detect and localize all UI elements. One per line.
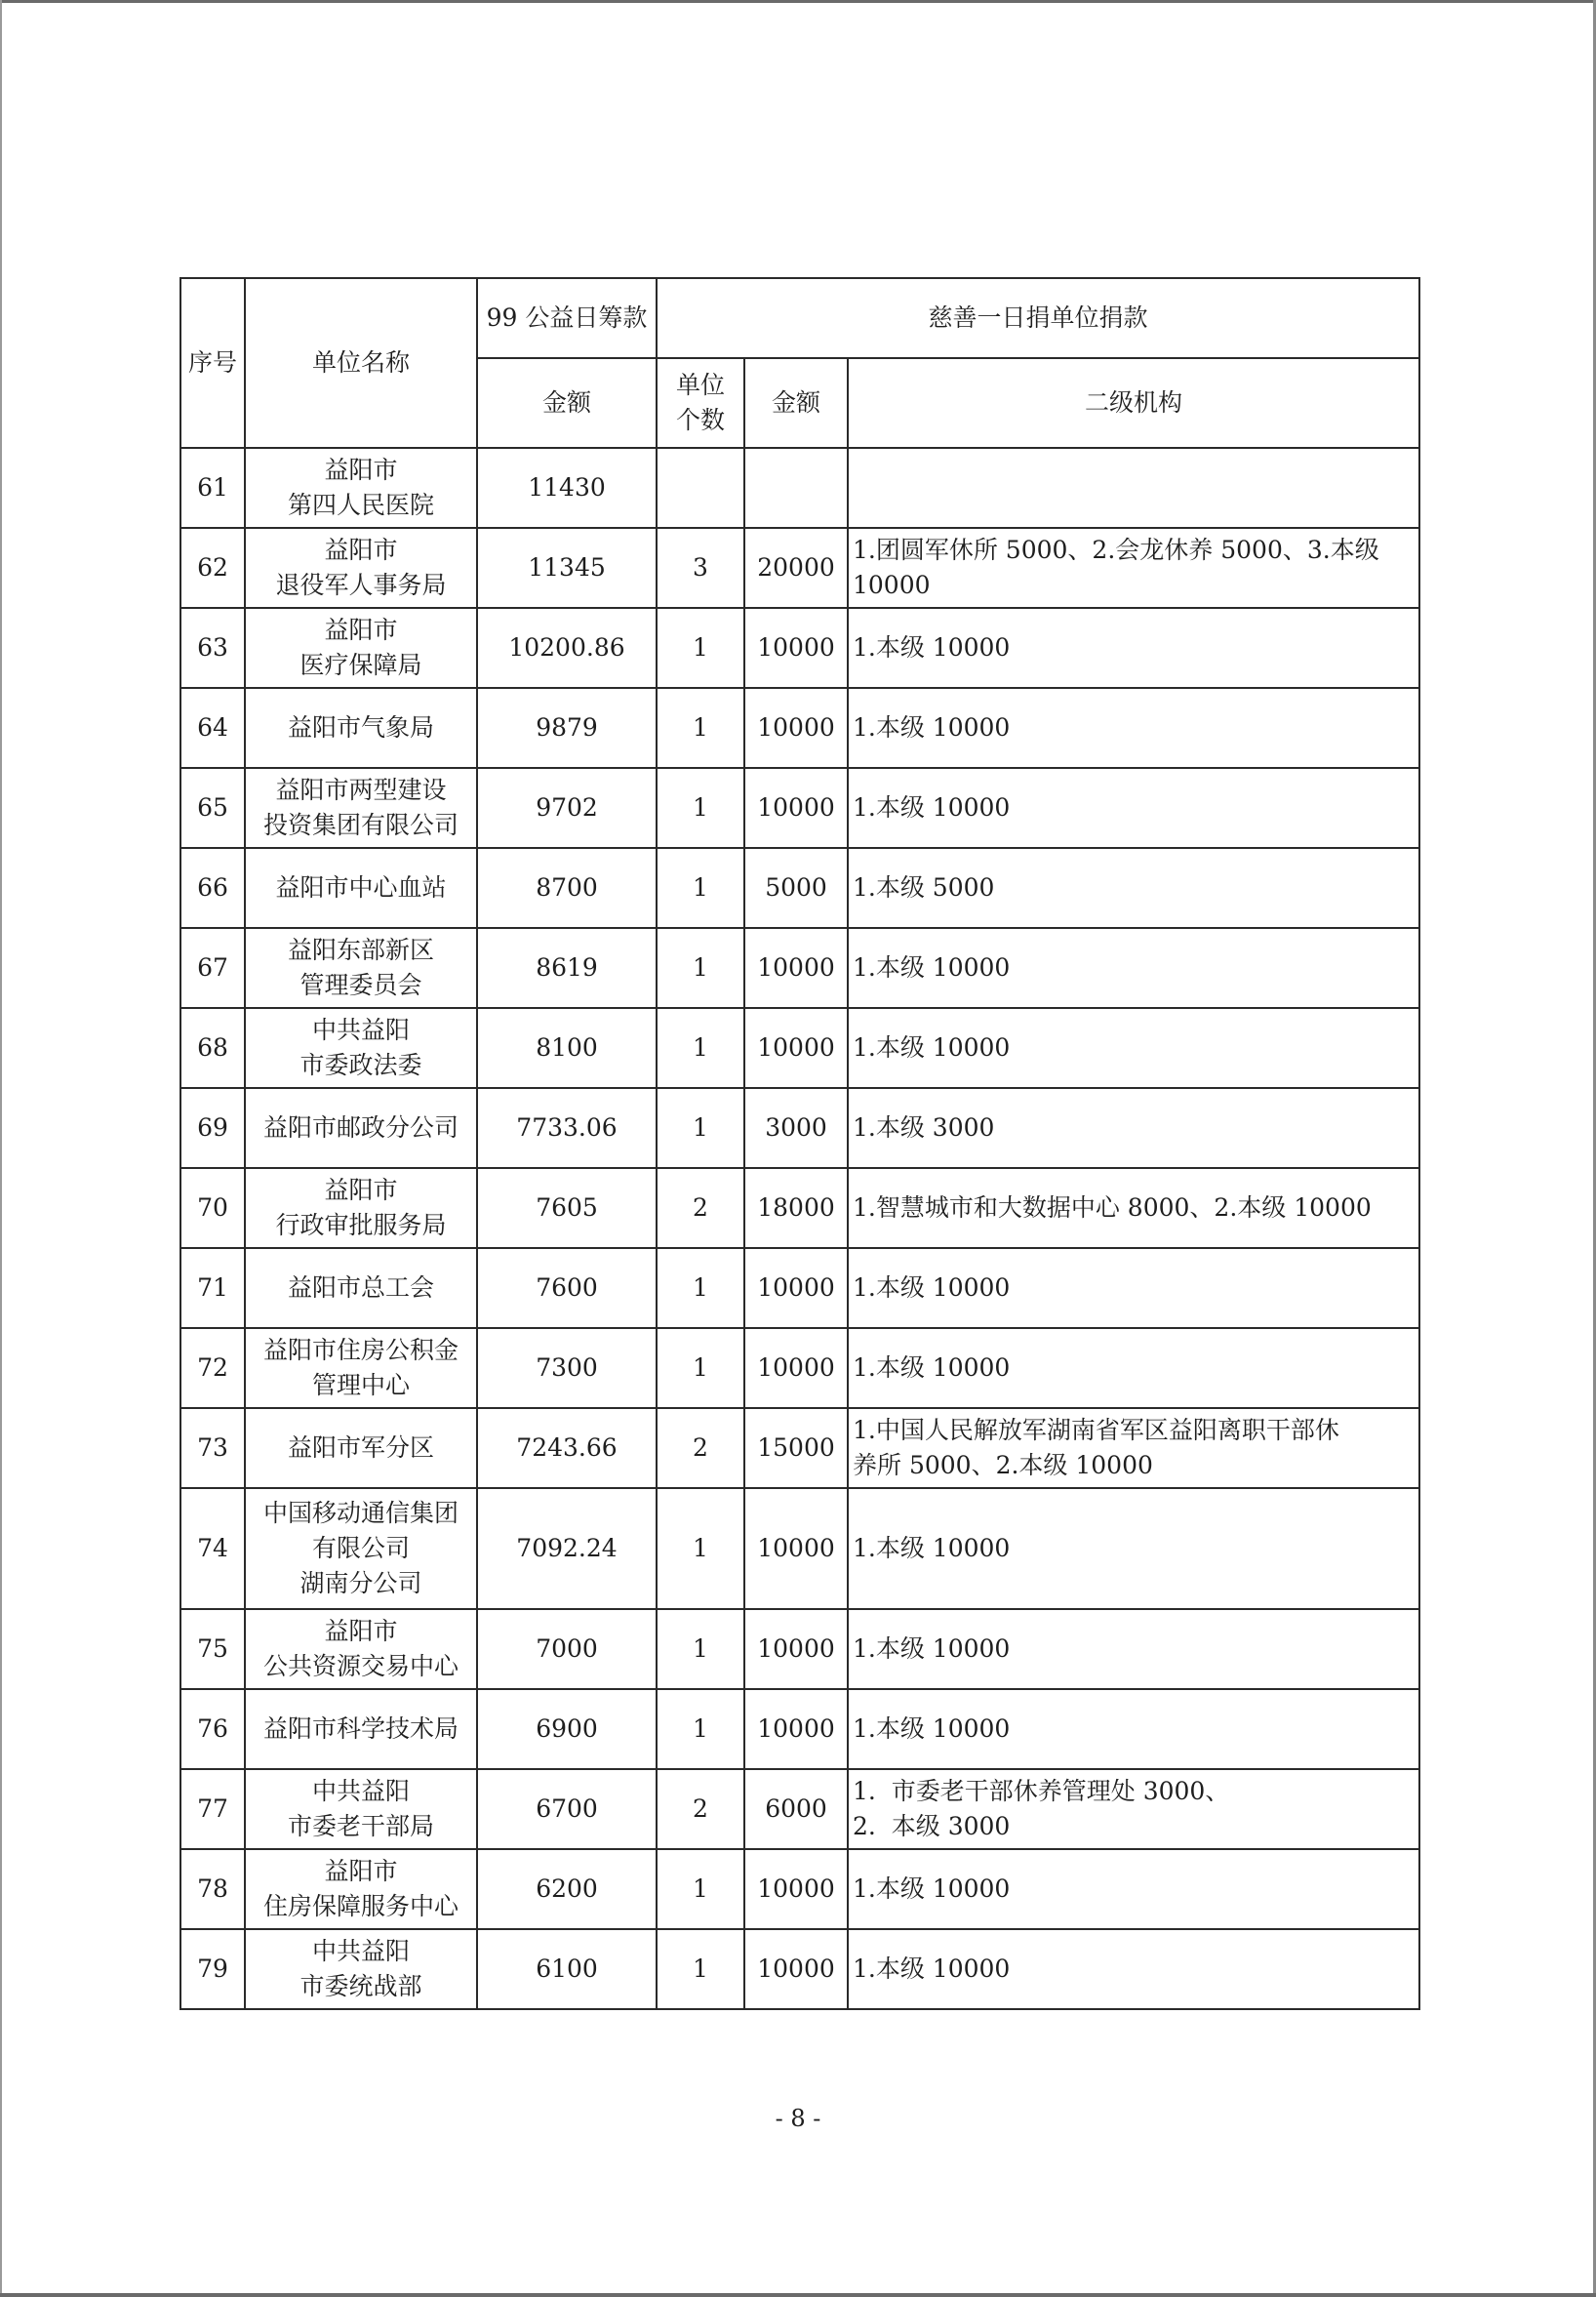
cell-unit-name (245, 1488, 477, 1609)
cell-seq: 67 (180, 928, 245, 1008)
cell-amount-99: 9879 (477, 688, 657, 768)
secondary-org-line: 1.中国人民解放军湖南省军区益阳离职干部休 (853, 1416, 1339, 1444)
unit-name-line: 益阳市邮政分公司 (262, 1113, 459, 1142)
header-charity-donation: 慈善一日捐单位捐款 (657, 278, 1419, 358)
cell-amount-99: 6900 (477, 1689, 657, 1769)
cell-secondary-org (848, 528, 1419, 608)
unit-name-line: 益阳市中心血站 (275, 873, 447, 902)
cell-unit-name (245, 1168, 477, 1248)
secondary-org-line: 10000 (853, 571, 931, 599)
table-body (180, 448, 1419, 2009)
cell-amount-99: 6200 (477, 1849, 657, 1929)
unit-name-line: 市委老干部局 (287, 1812, 434, 1840)
unit-name-line: 住房保障服务中心 (262, 1892, 459, 1920)
cell-amount-99: 6700 (477, 1769, 657, 1849)
cell-unit-count: 1 (657, 848, 744, 928)
unit-name-line: 退役军人事务局 (275, 571, 447, 599)
header-amount-charity: 金额 (744, 358, 848, 448)
cell-unit-name (245, 1248, 477, 1328)
table-row (180, 1769, 1419, 1849)
scan-border-top (0, 0, 1596, 3)
cell-unit-name (245, 528, 477, 608)
cell-seq: 61 (180, 448, 245, 528)
cell-secondary-org (848, 1328, 1419, 1408)
cell-seq: 69 (180, 1088, 245, 1168)
cell-secondary-org (848, 1088, 1419, 1168)
cell-unit-name (245, 1689, 477, 1769)
cell-unit-name (245, 608, 477, 688)
cell-amount-charity: 10000 (744, 1929, 848, 2009)
secondary-org-line: 1.本级 10000 (853, 1273, 1011, 1302)
cell-amount-99: 7600 (477, 1248, 657, 1328)
scan-border-left (0, 0, 2, 2297)
cell-unit-count: 1 (657, 1849, 744, 1929)
cell-seq: 63 (180, 608, 245, 688)
header-unit-count: 单位个数 (657, 358, 744, 448)
secondary-org-line: 1.本级 10000 (853, 1353, 1011, 1382)
cell-seq: 74 (180, 1488, 245, 1609)
cell-amount-99: 8619 (477, 928, 657, 1008)
unit-name-line: 管理委员会 (299, 971, 422, 999)
cell-amount-charity: 10000 (744, 768, 848, 848)
cell-amount-99: 8100 (477, 1008, 657, 1088)
unit-name-line: 医疗保障局 (299, 651, 422, 679)
unit-name-line: 益阳东部新区 (287, 936, 434, 964)
cell-secondary-org (848, 1769, 1419, 1849)
unit-name-line: 管理中心 (311, 1371, 410, 1399)
cell-amount-charity: 10000 (744, 1609, 848, 1689)
table-row (180, 448, 1419, 528)
cell-unit-count: 1 (657, 1088, 744, 1168)
table-row (180, 1488, 1419, 1609)
cell-unit-count: 1 (657, 608, 744, 688)
header-secondary-org: 二级机构 (848, 358, 1419, 448)
unit-name-line: 行政审批服务局 (275, 1211, 447, 1239)
unit-name-line: 中国移动通信集团 (262, 1499, 459, 1527)
cell-seq: 71 (180, 1248, 245, 1328)
unit-name-line: 有限公司 (311, 1534, 410, 1562)
cell-unit-count: 1 (657, 1609, 744, 1689)
donation-table (180, 277, 1420, 2010)
cell-seq: 72 (180, 1328, 245, 1408)
cell-seq: 66 (180, 848, 245, 928)
cell-amount-99: 10200.86 (477, 608, 657, 688)
unit-name-line: 第四人民医院 (287, 491, 434, 519)
unit-name-line: 中共益阳 (311, 1777, 410, 1805)
cell-amount-charity: 10000 (744, 688, 848, 768)
secondary-org-line: 1.本级 3000 (853, 1113, 995, 1142)
cell-unit-count: 1 (657, 688, 744, 768)
cell-amount-charity: 5000 (744, 848, 848, 928)
cell-unit-name (245, 688, 477, 768)
cell-unit-count: 1 (657, 1248, 744, 1328)
table-row (180, 1609, 1419, 1689)
header-amount-99: 金额 (477, 358, 657, 448)
secondary-org-line: 1.本级 10000 (853, 1033, 1011, 1062)
secondary-org-line: 1.本级 5000 (853, 873, 995, 902)
secondary-org-line: 1.本级 10000 (853, 1714, 1011, 1743)
cell-unit-name (245, 848, 477, 928)
table-row (180, 528, 1419, 608)
cell-secondary-org (848, 1929, 1419, 2009)
unit-name-line: 益阳市两型建设 (275, 776, 447, 804)
unit-name-line: 益阳市气象局 (287, 713, 434, 742)
cell-amount-charity: 10000 (744, 1849, 848, 1929)
cell-secondary-org (848, 1248, 1419, 1328)
table-row (180, 608, 1419, 688)
cell-secondary-org (848, 768, 1419, 848)
table-row (180, 1408, 1419, 1488)
table-row (180, 1248, 1419, 1328)
cell-seq: 75 (180, 1609, 245, 1689)
cell-unit-count: 1 (657, 928, 744, 1008)
table-row (180, 1168, 1419, 1248)
secondary-org-line: 1.本级 10000 (853, 1534, 1011, 1562)
secondary-org-line: 1.本级 10000 (853, 713, 1011, 742)
unit-name-line: 益阳市住房公积金 (262, 1336, 459, 1364)
cell-unit-name (245, 1929, 477, 2009)
cell-amount-99: 7092.24 (477, 1488, 657, 1609)
header-99-day: 99 公益日筹款 (477, 278, 657, 358)
unit-name-line: 公共资源交易中心 (262, 1652, 459, 1680)
cell-amount-99: 7243.66 (477, 1408, 657, 1488)
cell-unit-name (245, 928, 477, 1008)
cell-seq: 77 (180, 1769, 245, 1849)
cell-seq: 68 (180, 1008, 245, 1088)
table-row (180, 928, 1419, 1008)
cell-secondary-org (848, 608, 1419, 688)
secondary-org-line: 1.本级 10000 (853, 793, 1011, 822)
cell-unit-count: 2 (657, 1408, 744, 1488)
cell-amount-charity: 18000 (744, 1168, 848, 1248)
unit-name-line: 市委统战部 (299, 1972, 422, 2000)
cell-amount-99: 11345 (477, 528, 657, 608)
cell-amount-charity: 15000 (744, 1408, 848, 1488)
cell-amount-99: 6100 (477, 1929, 657, 2009)
unit-name-line: 投资集团有限公司 (262, 811, 459, 839)
secondary-org-line: 2. 本级 3000 (853, 1812, 1011, 1840)
cell-unit-name (245, 1609, 477, 1689)
cell-amount-charity: 10000 (744, 608, 848, 688)
cell-secondary-org (848, 1689, 1419, 1769)
cell-unit-name (245, 1769, 477, 1849)
cell-secondary-org (848, 1168, 1419, 1248)
unit-name-line: 益阳市 (324, 1176, 398, 1204)
cell-secondary-org (848, 448, 1419, 528)
cell-secondary-org (848, 1609, 1419, 1689)
unit-name-line: 益阳市 (324, 536, 398, 564)
cell-seq: 64 (180, 688, 245, 768)
cell-amount-charity: 10000 (744, 928, 848, 1008)
table-row (180, 1328, 1419, 1408)
secondary-org-line: 养所 5000、2.本级 10000 (853, 1451, 1153, 1479)
cell-seq: 70 (180, 1168, 245, 1248)
cell-unit-count: 1 (657, 1929, 744, 2009)
cell-amount-charity (744, 448, 848, 528)
unit-name-line: 湖南分公司 (299, 1569, 422, 1597)
secondary-org-line: 1.团圆军休所 5000、2.会龙休养 5000、3.本级 (853, 536, 1379, 564)
cell-amount-charity: 3000 (744, 1088, 848, 1168)
secondary-org-line: 1.本级 10000 (853, 1634, 1011, 1663)
cell-unit-name (245, 1088, 477, 1168)
secondary-org-line: 1.本级 10000 (853, 633, 1011, 662)
table-row (180, 1008, 1419, 1088)
cell-amount-99: 11430 (477, 448, 657, 528)
cell-seq: 73 (180, 1408, 245, 1488)
unit-name-line: 中共益阳 (311, 1937, 410, 1965)
cell-amount-charity: 10000 (744, 1488, 848, 1609)
table-row (180, 1849, 1419, 1929)
cell-unit-count: 1 (657, 1689, 744, 1769)
header-seq: 序号 (180, 278, 245, 448)
cell-seq: 79 (180, 1929, 245, 2009)
cell-unit-name (245, 768, 477, 848)
table-row (180, 1929, 1419, 2009)
cell-amount-charity: 10000 (744, 1008, 848, 1088)
cell-secondary-org (848, 848, 1419, 928)
table-row (180, 768, 1419, 848)
unit-name-line: 益阳市军分区 (287, 1433, 434, 1462)
cell-unit-count: 1 (657, 768, 744, 848)
cell-seq: 76 (180, 1689, 245, 1769)
table-row (180, 1689, 1419, 1769)
secondary-org-line: 1.智慧城市和大数据中心 8000、2.本级 10000 (853, 1193, 1372, 1222)
cell-amount-charity: 20000 (744, 528, 848, 608)
unit-name-line: 益阳市 (324, 456, 398, 484)
cell-secondary-org (848, 1008, 1419, 1088)
cell-amount-charity: 10000 (744, 1248, 848, 1328)
cell-amount-99: 9702 (477, 768, 657, 848)
secondary-org-line: 1.本级 10000 (853, 1874, 1011, 1903)
cell-unit-count: 2 (657, 1168, 744, 1248)
cell-unit-count: 3 (657, 528, 744, 608)
secondary-org-line: 1.本级 10000 (853, 1954, 1011, 1983)
cell-secondary-org (848, 1849, 1419, 1929)
table-row (180, 848, 1419, 928)
cell-unit-count: 1 (657, 1008, 744, 1088)
unit-name-line: 益阳市科学技术局 (262, 1714, 459, 1743)
unit-name-line: 益阳市 (324, 1617, 398, 1645)
cell-amount-99: 7605 (477, 1168, 657, 1248)
unit-name-line: 中共益阳 (311, 1016, 410, 1044)
cell-amount-99: 8700 (477, 848, 657, 928)
cell-unit-name (245, 1328, 477, 1408)
scan-border-bottom (0, 2293, 1596, 2297)
cell-secondary-org (848, 1408, 1419, 1488)
cell-unit-count (657, 448, 744, 528)
cell-amount-charity: 10000 (744, 1328, 848, 1408)
header-unit-name: 单位名称 (245, 278, 477, 448)
cell-seq: 62 (180, 528, 245, 608)
table-row (180, 1088, 1419, 1168)
header-row-top (180, 278, 1419, 358)
cell-unit-name (245, 1849, 477, 1929)
secondary-org-line: 1. 市委老干部休养管理处 3000、 (853, 1777, 1230, 1805)
unit-name-line: 益阳市总工会 (287, 1273, 434, 1302)
cell-secondary-org (848, 1488, 1419, 1609)
unit-name-line: 市委政法委 (299, 1051, 422, 1079)
cell-unit-name (245, 1008, 477, 1088)
cell-amount-99: 7300 (477, 1328, 657, 1408)
cell-unit-count: 1 (657, 1328, 744, 1408)
cell-unit-count: 1 (657, 1488, 744, 1609)
cell-secondary-org (848, 928, 1419, 1008)
cell-amount-charity: 6000 (744, 1769, 848, 1849)
cell-secondary-org (848, 688, 1419, 768)
unit-name-line: 益阳市 (324, 1857, 398, 1885)
cell-unit-name (245, 448, 477, 528)
cell-seq: 65 (180, 768, 245, 848)
secondary-org-line: 1.本级 10000 (853, 953, 1011, 982)
cell-amount-99: 7733.06 (477, 1088, 657, 1168)
cell-amount-99: 7000 (477, 1609, 657, 1689)
cell-unit-name (245, 1408, 477, 1488)
unit-name-line: 益阳市 (324, 616, 398, 644)
cell-seq: 78 (180, 1849, 245, 1929)
cell-amount-charity: 10000 (744, 1689, 848, 1769)
cell-unit-count: 2 (657, 1769, 744, 1849)
page-number: - 8 - (775, 2105, 821, 2132)
table-row (180, 688, 1419, 768)
